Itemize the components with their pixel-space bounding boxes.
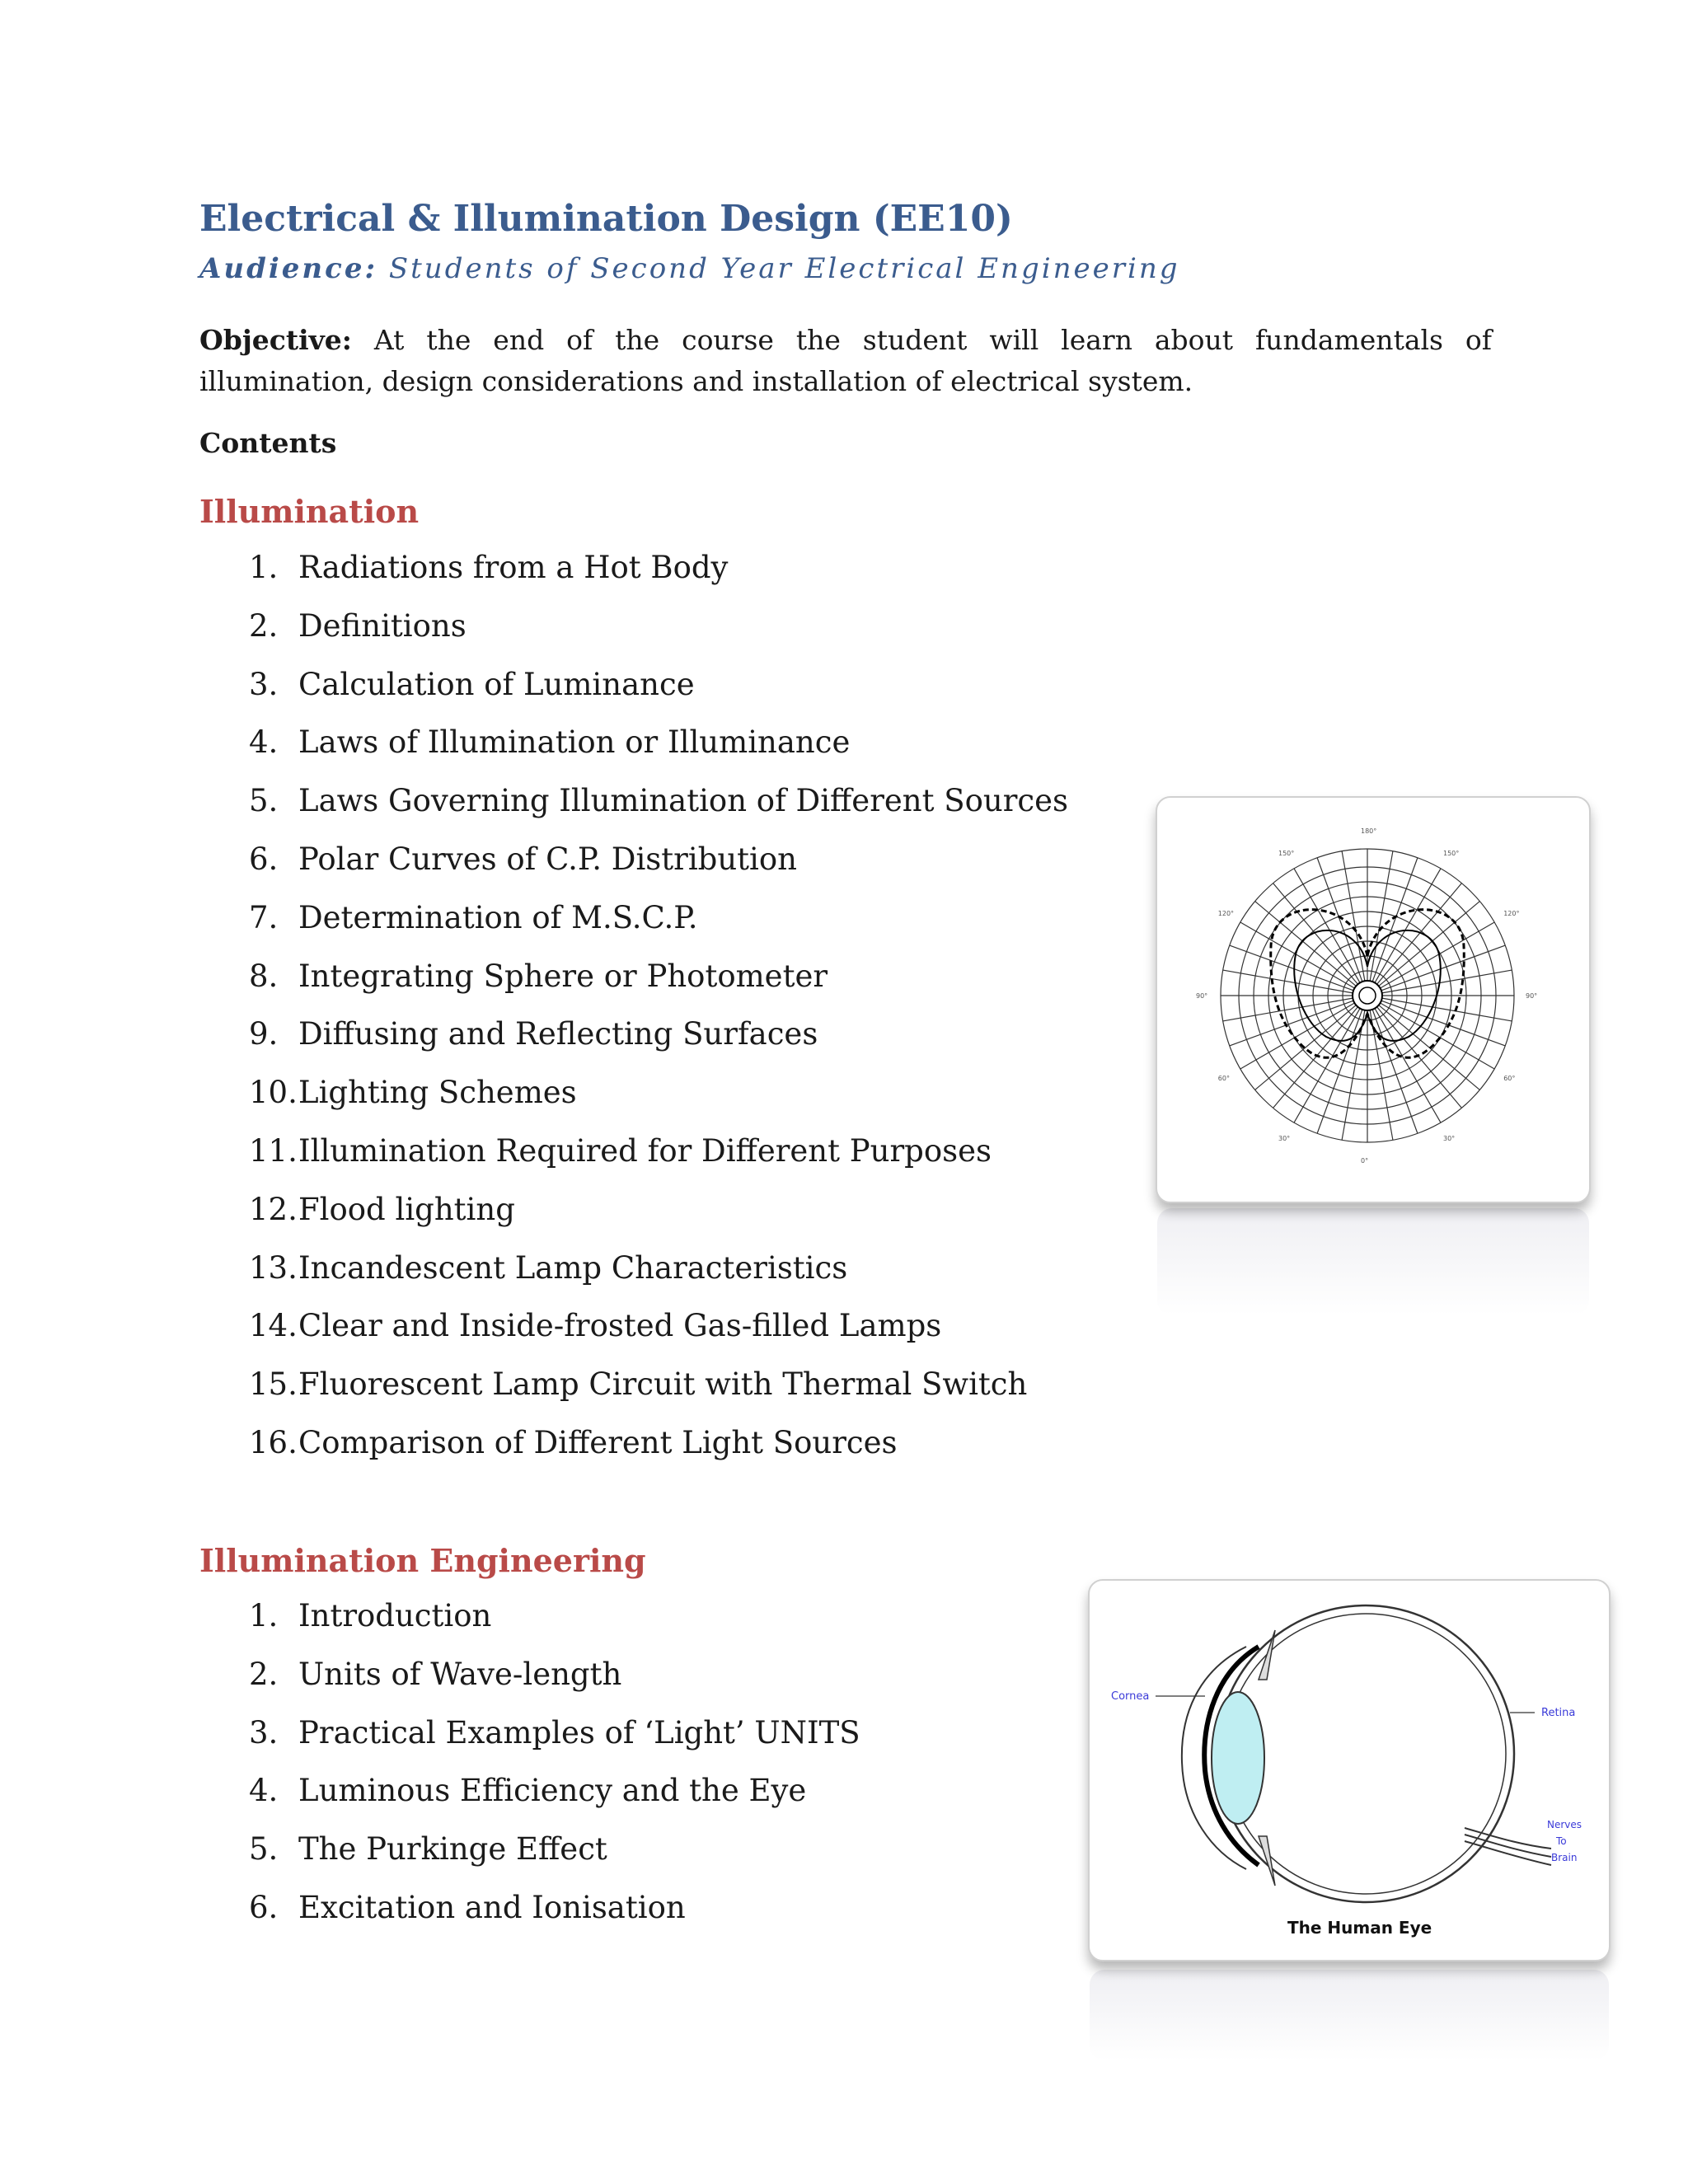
polar-curve-figure [1156, 796, 1591, 1203]
lens [1212, 1692, 1264, 1824]
polar-angle-label: 30° [1443, 1135, 1456, 1143]
objective-label: Objective: [199, 324, 352, 356]
polar-angle-label: 180° [1361, 827, 1377, 835]
audience-label: Audience: [199, 252, 378, 285]
contents-heading: Contents [199, 427, 337, 459]
document-title: Electrical & Illumination Design (EE10) [199, 198, 1013, 240]
polar-grid-spoke [1223, 998, 1353, 1021]
polar-angle-label: 30° [1278, 1135, 1291, 1143]
polar-grid-spoke [1382, 998, 1512, 1021]
figure-reflection [1090, 1970, 1609, 2060]
polar-grid-spoke [1223, 970, 1353, 993]
lamp-center [1353, 981, 1382, 1010]
audience-text: Students of Second Year Electrical Engineering [388, 252, 1180, 285]
eye-caption: The Human Eye [1287, 1918, 1432, 1938]
polar-grid-spoke [1370, 851, 1393, 982]
nerves-label-line3: Brain [1551, 1852, 1578, 1863]
cornea-label: Cornea [1111, 1690, 1150, 1703]
section-heading-illumination-engineering: Illumination Engineering [199, 1542, 646, 1579]
polar-angle-label: 120° [1503, 910, 1520, 917]
nerves-label-line1: Nerves [1547, 1819, 1582, 1830]
polar-angle-label: 0° [1361, 1157, 1369, 1165]
objective-paragraph [199, 320, 1492, 402]
polar-angle-label: 150° [1278, 849, 1295, 857]
retina-label: Retina [1541, 1707, 1576, 1719]
polar-angle-label: 120° [1217, 910, 1235, 917]
polar-angle-label: 90° [1196, 992, 1208, 1000]
figure-reflection [1157, 1208, 1589, 1315]
objective-text: At the end of the course the student will learn about fundamentals of illumination, design considerations and installation of electrical system. [199, 324, 1492, 397]
polar-angle-label: 90° [1526, 992, 1538, 1000]
human-eye-figure [1088, 1579, 1611, 1961]
polar-grid-spoke [1382, 970, 1512, 993]
audience-line [199, 252, 1180, 285]
section-heading-illumination: Illumination [199, 493, 420, 530]
polar-angle-label: 150° [1443, 849, 1460, 857]
polar-curve-diagram [1157, 798, 1589, 1202]
polar-angle-label: 60° [1503, 1075, 1516, 1082]
polar-grid-spoke [1342, 851, 1365, 982]
polar-angle-label: 60° [1217, 1075, 1230, 1082]
nerves-label-line2: To [1556, 1835, 1567, 1847]
human-eye-diagram [1090, 1581, 1609, 1960]
